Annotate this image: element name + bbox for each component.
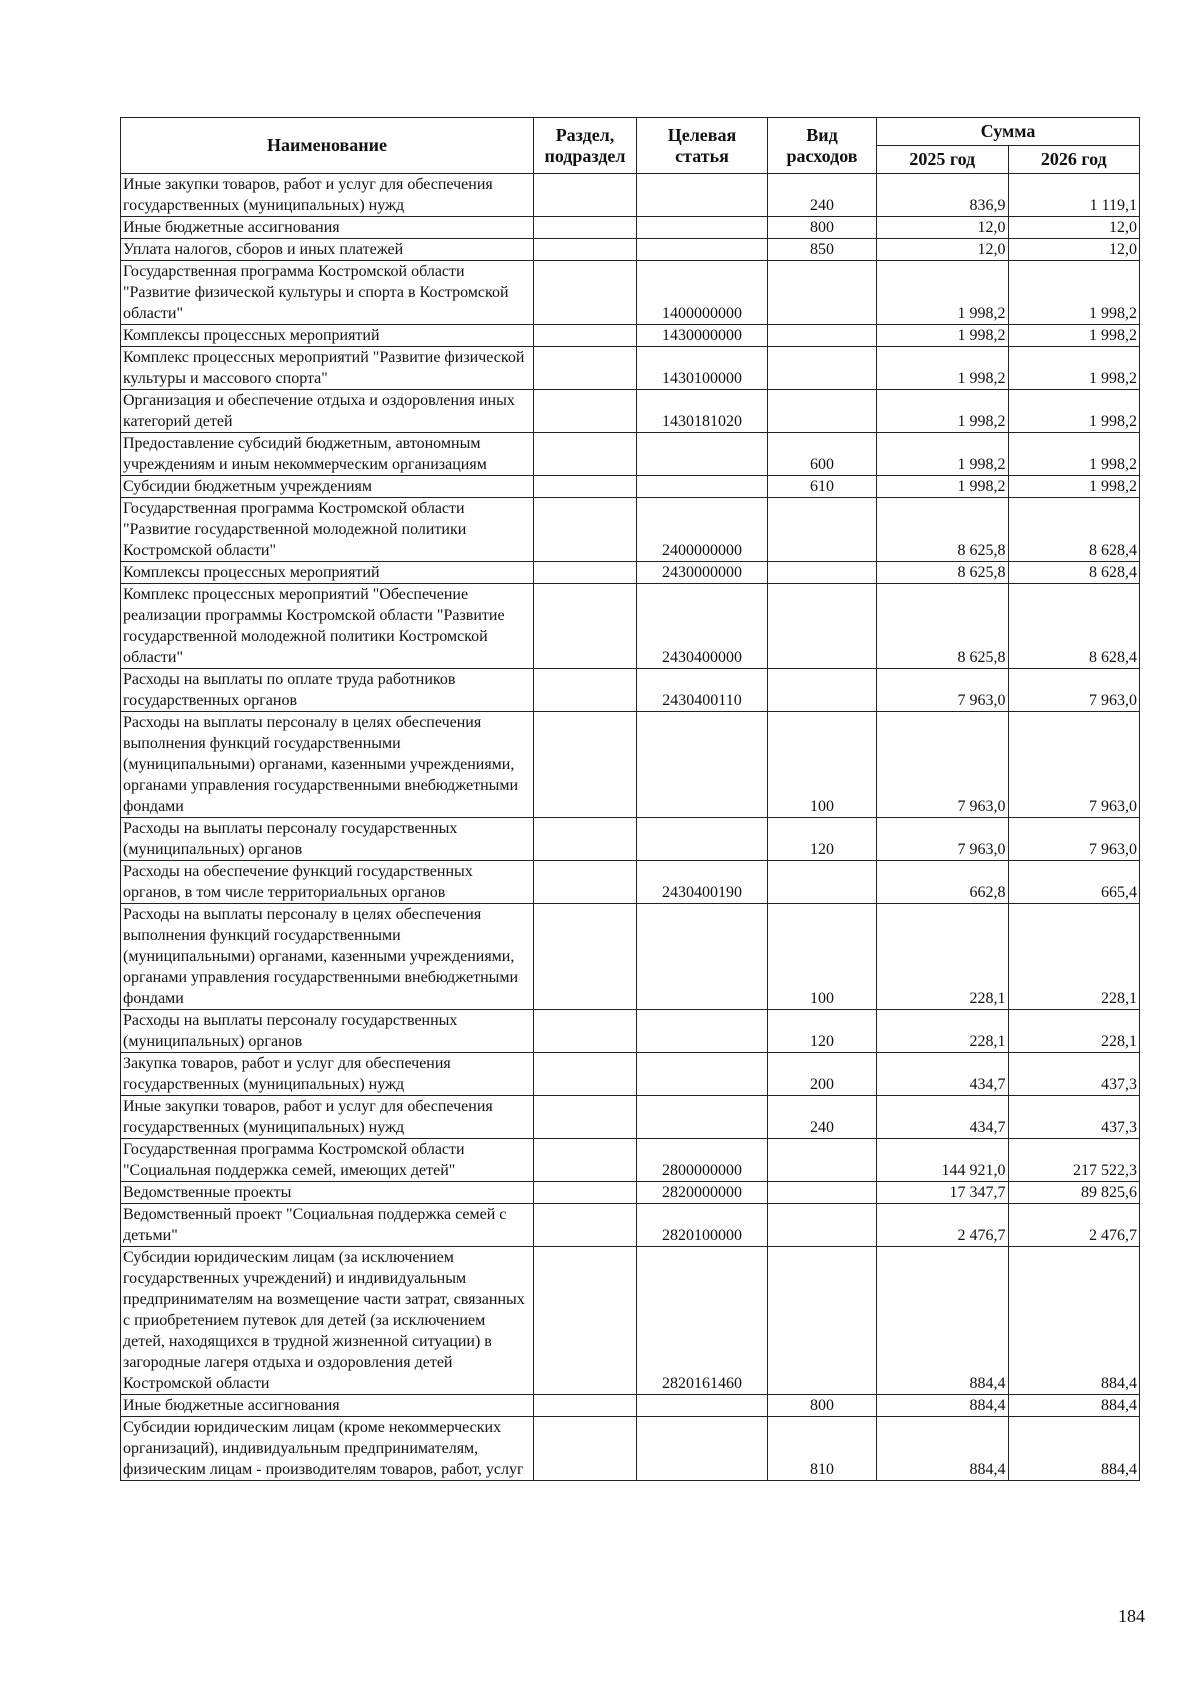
table-row bbox=[121, 669, 1140, 712]
row-sum-2025: 1 998,2 bbox=[877, 347, 1009, 390]
row-name: Субсидии юридическим лицам (за исключением государственных учреждений) и индивидуальным предпринимателям на возмещение части затрат, связанных с приобретением путевок для детей (за исключением детей, находящихся в трудной жизненной ситуации) в загородные лагеря отдыха и оздоровления детей Костромской области bbox=[121, 1247, 534, 1395]
row-sum-2026: 228,1 bbox=[1008, 904, 1140, 1010]
row-section bbox=[534, 325, 637, 347]
budget-table bbox=[120, 117, 1140, 1481]
row-name: Закупка товаров, работ и услуг для обеспечения государственных (муниципальных) нужд bbox=[121, 1053, 534, 1096]
row-kind bbox=[768, 347, 877, 390]
row-sum-2026: 1 998,2 bbox=[1008, 347, 1140, 390]
row-section bbox=[534, 584, 637, 669]
row-kind bbox=[768, 1247, 877, 1395]
row-sum-2025: 434,7 bbox=[877, 1096, 1009, 1139]
row-section bbox=[534, 1204, 637, 1247]
row-target bbox=[637, 217, 768, 239]
page-number: 184 bbox=[1118, 1606, 1145, 1626]
row-section bbox=[534, 347, 637, 390]
row-sum-2026: 8 628,4 bbox=[1008, 562, 1140, 584]
row-sum-2026: 437,3 bbox=[1008, 1096, 1140, 1139]
row-sum-2025: 17 347,7 bbox=[877, 1182, 1009, 1204]
row-section bbox=[534, 433, 637, 476]
row-name: Комплексы процессных мероприятий bbox=[121, 562, 534, 584]
row-sum-2025: 2 476,7 bbox=[877, 1204, 1009, 1247]
row-sum-2026: 884,4 bbox=[1008, 1395, 1140, 1417]
row-kind: 200 bbox=[768, 1053, 877, 1096]
table-row bbox=[121, 584, 1140, 669]
table-row bbox=[121, 1139, 1140, 1182]
row-name: Расходы на выплаты персоналу в целях обеспечения выполнения функций государственными (муниципальными) органами, казенными учреждениями, органами управления государственными внебюджетными фондами bbox=[121, 904, 534, 1010]
row-target: 1430181020 bbox=[637, 390, 768, 433]
row-sum-2026: 1 998,2 bbox=[1008, 261, 1140, 325]
row-name: Расходы на выплаты персоналу в целях обеспечения выполнения функций государственными (муниципальными) органами, казенными учреждениями, органами управления государственными внебюджетными фондами bbox=[121, 712, 534, 818]
row-sum-2026: 12,0 bbox=[1008, 239, 1140, 261]
row-sum-2026: 884,4 bbox=[1008, 1247, 1140, 1395]
row-sum-2026: 665,4 bbox=[1008, 861, 1140, 904]
row-sum-2025: 884,4 bbox=[877, 1395, 1009, 1417]
table-row bbox=[121, 1204, 1140, 1247]
row-section bbox=[534, 1417, 637, 1481]
row-section bbox=[534, 498, 637, 562]
row-sum-2025: 8 625,8 bbox=[877, 562, 1009, 584]
table-row bbox=[121, 347, 1140, 390]
row-name: Субсидии бюджетным учреждениям bbox=[121, 476, 534, 498]
table-row bbox=[121, 1010, 1140, 1053]
row-sum-2026: 8 628,4 bbox=[1008, 498, 1140, 562]
table-row bbox=[121, 325, 1140, 347]
row-sum-2026: 1 998,2 bbox=[1008, 325, 1140, 347]
row-kind bbox=[768, 1139, 877, 1182]
row-kind bbox=[768, 498, 877, 562]
row-sum-2025: 662,8 bbox=[877, 861, 1009, 904]
row-sum-2026: 217 522,3 bbox=[1008, 1139, 1140, 1182]
row-sum-2025: 1 998,2 bbox=[877, 261, 1009, 325]
row-section bbox=[534, 904, 637, 1010]
row-target bbox=[637, 1053, 768, 1096]
row-section bbox=[534, 174, 637, 217]
table-row bbox=[121, 476, 1140, 498]
table-row bbox=[121, 818, 1140, 861]
row-target: 2430400000 bbox=[637, 584, 768, 669]
table-row bbox=[121, 1053, 1140, 1096]
row-sum-2026: 437,3 bbox=[1008, 1053, 1140, 1096]
row-section bbox=[534, 217, 637, 239]
row-name: Расходы на выплаты персоналу государственных (муниципальных) органов bbox=[121, 818, 534, 861]
header-section: Раздел, подраздел bbox=[534, 118, 637, 174]
header-year-2025: 2025 год bbox=[877, 146, 1009, 174]
row-sum-2025: 1 998,2 bbox=[877, 390, 1009, 433]
row-target: 2820000000 bbox=[637, 1182, 768, 1204]
row-kind bbox=[768, 562, 877, 584]
row-name: Иные закупки товаров, работ и услуг для обеспечения государственных (муниципальных) нужд bbox=[121, 1096, 534, 1139]
table-body bbox=[121, 174, 1140, 1481]
row-target: 2430400190 bbox=[637, 861, 768, 904]
row-section bbox=[534, 669, 637, 712]
row-section bbox=[534, 1182, 637, 1204]
table-row bbox=[121, 562, 1140, 584]
table-row bbox=[121, 174, 1140, 217]
row-sum-2025: 12,0 bbox=[877, 217, 1009, 239]
row-sum-2026: 228,1 bbox=[1008, 1010, 1140, 1053]
row-name: Ведомственные проекты bbox=[121, 1182, 534, 1204]
row-sum-2025: 1 998,2 bbox=[877, 476, 1009, 498]
row-kind: 600 bbox=[768, 433, 877, 476]
row-sum-2026: 8 628,4 bbox=[1008, 584, 1140, 669]
row-target bbox=[637, 239, 768, 261]
row-sum-2026: 1 998,2 bbox=[1008, 433, 1140, 476]
row-target bbox=[637, 1395, 768, 1417]
table-row bbox=[121, 904, 1140, 1010]
header-kind: Вид расходов bbox=[768, 118, 877, 174]
row-section bbox=[534, 239, 637, 261]
table-row bbox=[121, 1395, 1140, 1417]
row-name: Государственная программа Костромской области "Развитие физической культуры и спорта в Костромской области" bbox=[121, 261, 534, 325]
header-sum: Сумма bbox=[877, 118, 1140, 146]
row-sum-2025: 8 625,8 bbox=[877, 498, 1009, 562]
row-kind: 120 bbox=[768, 1010, 877, 1053]
table-row bbox=[121, 1182, 1140, 1204]
row-sum-2025: 8 625,8 bbox=[877, 584, 1009, 669]
table-row bbox=[121, 861, 1140, 904]
row-name: Уплата налогов, сборов и иных платежей bbox=[121, 239, 534, 261]
table-row bbox=[121, 1247, 1140, 1395]
header-year-2026: 2026 год bbox=[1008, 146, 1140, 174]
row-sum-2025: 1 998,2 bbox=[877, 325, 1009, 347]
table-row bbox=[121, 433, 1140, 476]
row-kind bbox=[768, 1204, 877, 1247]
row-name: Государственная программа Костромской области "Развитие государственной молодежной политики Костромской области" bbox=[121, 498, 534, 562]
row-name: Предоставление субсидий бюджетным, автономным учреждениям и иным некоммерческим организациям bbox=[121, 433, 534, 476]
row-target: 1430000000 bbox=[637, 325, 768, 347]
row-section bbox=[534, 1010, 637, 1053]
row-section bbox=[534, 1096, 637, 1139]
table-header-row bbox=[121, 118, 1140, 146]
row-kind bbox=[768, 325, 877, 347]
row-sum-2026: 12,0 bbox=[1008, 217, 1140, 239]
row-sum-2026: 2 476,7 bbox=[1008, 1204, 1140, 1247]
row-kind: 120 bbox=[768, 818, 877, 861]
row-sum-2025: 884,4 bbox=[877, 1247, 1009, 1395]
row-target bbox=[637, 712, 768, 818]
row-section bbox=[534, 712, 637, 818]
row-name: Иные бюджетные ассигнования bbox=[121, 217, 534, 239]
row-kind bbox=[768, 861, 877, 904]
row-section bbox=[534, 818, 637, 861]
row-target: 2430400110 bbox=[637, 669, 768, 712]
row-sum-2025: 1 998,2 bbox=[877, 433, 1009, 476]
row-target: 1430100000 bbox=[637, 347, 768, 390]
row-sum-2026: 884,4 bbox=[1008, 1417, 1140, 1481]
row-kind: 100 bbox=[768, 904, 877, 1010]
row-name: Организация и обеспечение отдыха и оздоровления иных категорий детей bbox=[121, 390, 534, 433]
row-sum-2025: 434,7 bbox=[877, 1053, 1009, 1096]
row-sum-2026: 1 998,2 bbox=[1008, 476, 1140, 498]
row-target: 2800000000 bbox=[637, 1139, 768, 1182]
row-sum-2025: 228,1 bbox=[877, 1010, 1009, 1053]
row-kind: 810 bbox=[768, 1417, 877, 1481]
row-target bbox=[637, 904, 768, 1010]
row-sum-2025: 884,4 bbox=[877, 1417, 1009, 1481]
row-name: Комплексы процессных мероприятий bbox=[121, 325, 534, 347]
table-row bbox=[121, 390, 1140, 433]
row-kind: 240 bbox=[768, 174, 877, 217]
table-row bbox=[121, 1417, 1140, 1481]
row-section bbox=[534, 1247, 637, 1395]
row-sum-2025: 7 963,0 bbox=[877, 818, 1009, 861]
row-kind bbox=[768, 584, 877, 669]
row-sum-2025: 144 921,0 bbox=[877, 1139, 1009, 1182]
header-name: Наименование bbox=[121, 118, 534, 174]
row-sum-2026: 7 963,0 bbox=[1008, 818, 1140, 861]
header-target: Целевая статья bbox=[637, 118, 768, 174]
row-kind: 800 bbox=[768, 217, 877, 239]
row-section bbox=[534, 476, 637, 498]
row-section bbox=[534, 1053, 637, 1096]
row-sum-2026: 7 963,0 bbox=[1008, 669, 1140, 712]
table-row bbox=[121, 712, 1140, 818]
row-sum-2025: 228,1 bbox=[877, 904, 1009, 1010]
row-target: 2400000000 bbox=[637, 498, 768, 562]
row-target bbox=[637, 1010, 768, 1053]
row-sum-2025: 12,0 bbox=[877, 239, 1009, 261]
row-target bbox=[637, 1096, 768, 1139]
row-name: Комплекс процессных мероприятий "Обеспечение реализации программы Костромской области "Развитие государственной молодежной политики Костромской области" bbox=[121, 584, 534, 669]
table-row bbox=[121, 261, 1140, 325]
row-section bbox=[534, 562, 637, 584]
row-name: Расходы на выплаты персоналу государственных (муниципальных) органов bbox=[121, 1010, 534, 1053]
row-name: Государственная программа Костромской области "Социальная поддержка семей, имеющих детей" bbox=[121, 1139, 534, 1182]
row-target bbox=[637, 433, 768, 476]
row-section bbox=[534, 390, 637, 433]
row-target: 1400000000 bbox=[637, 261, 768, 325]
row-name: Иные закупки товаров, работ и услуг для обеспечения государственных (муниципальных) нужд bbox=[121, 174, 534, 217]
table-row bbox=[121, 217, 1140, 239]
table-row bbox=[121, 498, 1140, 562]
row-name: Субсидии юридическим лицам (кроме некоммерческих организаций), индивидуальным предпринимателям, физическим лицам - производителям товаров, работ, услуг bbox=[121, 1417, 534, 1481]
row-sum-2026: 7 963,0 bbox=[1008, 712, 1140, 818]
row-sum-2025: 836,9 bbox=[877, 174, 1009, 217]
row-section bbox=[534, 861, 637, 904]
row-kind bbox=[768, 1182, 877, 1204]
row-kind: 100 bbox=[768, 712, 877, 818]
row-section bbox=[534, 1139, 637, 1182]
row-kind: 610 bbox=[768, 476, 877, 498]
row-sum-2025: 7 963,0 bbox=[877, 712, 1009, 818]
row-target bbox=[637, 174, 768, 217]
row-kind: 850 bbox=[768, 239, 877, 261]
row-section bbox=[534, 261, 637, 325]
row-sum-2025: 7 963,0 bbox=[877, 669, 1009, 712]
row-target bbox=[637, 476, 768, 498]
row-kind bbox=[768, 390, 877, 433]
row-name: Расходы на выплаты по оплате труда работников государственных органов bbox=[121, 669, 534, 712]
row-kind bbox=[768, 669, 877, 712]
row-target bbox=[637, 818, 768, 861]
row-name: Расходы на обеспечение функций государственных органов, в том числе территориальных органов bbox=[121, 861, 534, 904]
row-target: 2820161460 bbox=[637, 1247, 768, 1395]
row-kind: 240 bbox=[768, 1096, 877, 1139]
row-target bbox=[637, 1417, 768, 1481]
table-row bbox=[121, 239, 1140, 261]
row-kind: 800 bbox=[768, 1395, 877, 1417]
row-target: 2820100000 bbox=[637, 1204, 768, 1247]
row-target: 2430000000 bbox=[637, 562, 768, 584]
row-name: Иные бюджетные ассигнования bbox=[121, 1395, 534, 1417]
row-sum-2026: 89 825,6 bbox=[1008, 1182, 1140, 1204]
row-sum-2026: 1 119,1 bbox=[1008, 174, 1140, 217]
table-row bbox=[121, 1096, 1140, 1139]
row-section bbox=[534, 1395, 637, 1417]
row-sum-2026: 1 998,2 bbox=[1008, 390, 1140, 433]
row-kind bbox=[768, 261, 877, 325]
row-name: Ведомственный проект "Социальная поддержка семей с детьми" bbox=[121, 1204, 534, 1247]
row-name: Комплекс процессных мероприятий "Развитие физической культуры и массового спорта" bbox=[121, 347, 534, 390]
